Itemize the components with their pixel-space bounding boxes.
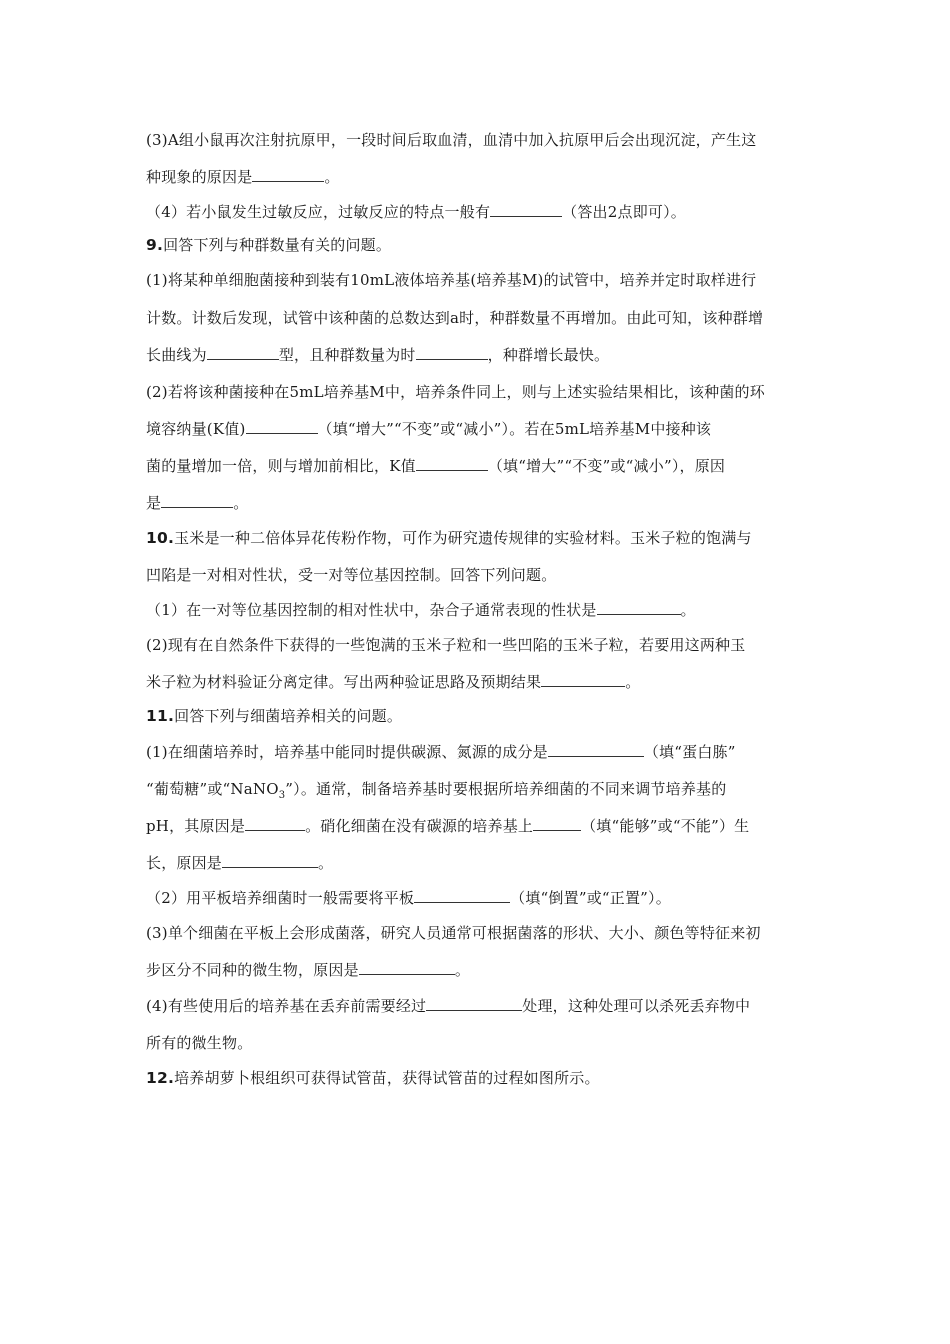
- q8-part4: （4）若小鼠发生过敏反应，过敏反应的特点一般有 （答出2点即可）。: [146, 203, 687, 221]
- answer-blank[interactable]: [548, 742, 644, 757]
- answer-blank[interactable]: [252, 167, 324, 182]
- q12-heading: 12.培养胡萝卜根组织可获得试管苗，获得试管苗的过程如图所示。: [146, 1069, 600, 1087]
- answer-blank[interactable]: [207, 345, 279, 360]
- q10-heading-line1: 10.玉米是一种二倍体异花传粉作物，可作为研究遗传规律的实验材料。玉米子粒的饱满与: [146, 529, 752, 547]
- q9-part1-line1: (1)将某种单细胞菌接种到装有10mL液体培养基(培养基M)的试管中，培养并定时取样进行: [146, 271, 757, 289]
- answer-blank[interactable]: [597, 600, 681, 615]
- q11-heading: 11.回答下列与细菌培养相关的问题。: [146, 707, 403, 725]
- q11-part1-line4: 长，原因是 。: [146, 854, 334, 872]
- q11-part1-line2: “葡萄糖”或“NaNO$_3$”）。通常，制备培养基时要根据所培养细菌的不同来调节培养基的: [146, 780, 727, 801]
- answer-blank[interactable]: [246, 419, 318, 434]
- q11-part3-line2: 步区分不同种的微生物，原因是 。: [146, 961, 471, 979]
- q9-part1-line2: 计数。计数后发现，试管中该种菌的总数达到a时，种群数量不再增加。由此可知，该种群增: [146, 309, 764, 327]
- answer-blank[interactable]: [414, 888, 510, 903]
- answer-blank[interactable]: [161, 493, 233, 508]
- answer-blank[interactable]: [541, 672, 625, 687]
- question-number: 10.: [146, 529, 175, 547]
- answer-blank[interactable]: [222, 853, 318, 868]
- question-number: 11.: [146, 707, 175, 725]
- answer-blank[interactable]: [533, 816, 581, 831]
- answer-blank[interactable]: [359, 960, 455, 975]
- q10-part1: （1）在一对等位基因控制的相对性状中，杂合子通常表现的性状是 。: [146, 601, 696, 619]
- answer-blank[interactable]: [416, 345, 488, 360]
- q8-part3-line1: (3)A组小鼠再次注射抗原甲，一段时间后取血清，血清中加入抗原甲后会出现沉淀，产生这: [146, 131, 757, 149]
- q9-part2-line2: 境容纳量(K值) （填“增大”“不变”或“减小”）。若在5mL培养基M中接种该: [146, 420, 712, 438]
- q9-part2-line1: (2)若将该种菌接种在5mL培养基M中，培养条件同上，则与上述实验结果相比，该种菌的环: [146, 383, 765, 401]
- q10-part2-line2: 米子粒为材料验证分离定律。写出两种验证思路及预期结果 。: [146, 673, 641, 691]
- answer-blank[interactable]: [426, 996, 522, 1011]
- q9-part1-line3: 长曲线为 型，且种群数量为时 ，种群增长最快。: [146, 346, 610, 364]
- q10-part2-line1: (2)现有在自然条件下获得的一些饱满的玉米子粒和一些凹陷的玉米子粒，若要用这两种玉: [146, 636, 746, 654]
- question-number: 12.: [146, 1069, 175, 1087]
- answer-blank[interactable]: [416, 456, 488, 471]
- q10-heading-line2: 凹陷是一对相对性状，受一对等位基因控制。回答下列问题。: [146, 566, 557, 584]
- question-number: 9.: [146, 236, 164, 254]
- q11-part3-line1: (3)单个细菌在平板上会形成菌落，研究人员通常可根据菌落的形状、大小、颜色等特征来初: [146, 924, 761, 942]
- answer-blank[interactable]: [490, 202, 562, 217]
- q9-part2-line3: 菌的量增加一倍，则与增加前相比，K值 （填“增大”“不变”或“减小”），原因: [146, 457, 726, 475]
- q11-part4-line1: (4)有些使用后的培养基在丢弃前需要经过 处理，这种处理可以杀死丢弃物中: [146, 997, 751, 1015]
- answer-blank[interactable]: [245, 816, 305, 831]
- q9-heading: 9.回答下列与种群数量有关的问题。: [146, 236, 392, 254]
- q11-part1-line3: pH，其原因是 。硝化细菌在没有碳源的培养基上 （填“能够”或“不能”）生: [146, 817, 750, 835]
- q9-part2-line4: 是 。: [146, 494, 249, 512]
- q11-part4-line2: 所有的微生物。: [146, 1034, 253, 1052]
- q8-part3-line2: 种现象的原因是 。: [146, 168, 340, 186]
- q11-part1-line1: (1)在细菌培养时，培养基中能同时提供碳源、氮源的成分是 （填“蛋白胨”: [146, 743, 736, 761]
- q11-part2: （2）用平板培养细菌时一般需要将平板 （填“倒置”或“正置”）。: [146, 889, 671, 907]
